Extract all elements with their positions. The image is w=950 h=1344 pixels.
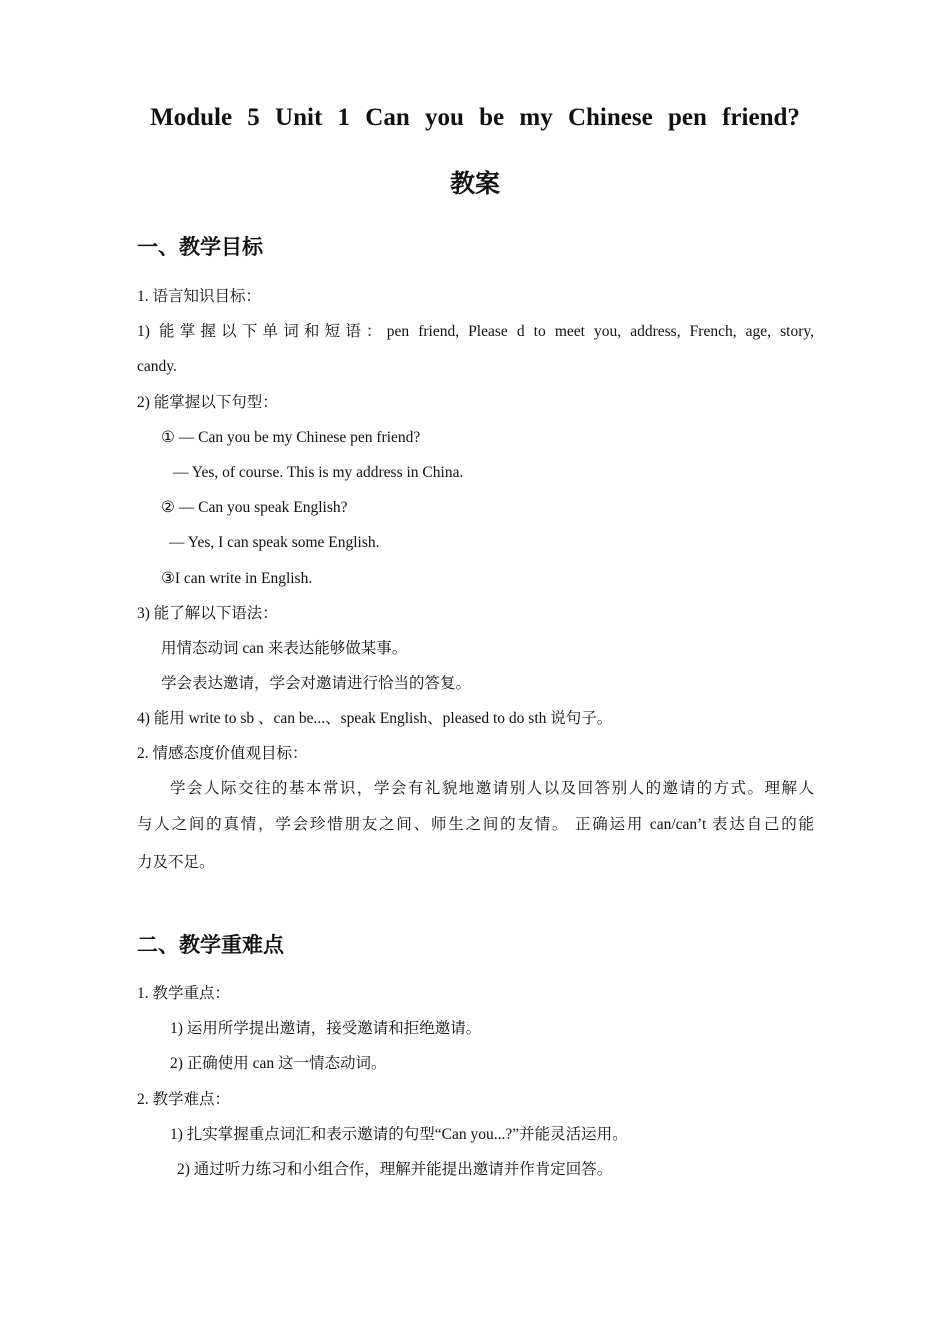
sentence-1-question: ① — Can you be my Chinese pen friend? <box>161 429 421 446</box>
document-subtitle: 教案 <box>449 169 500 198</box>
grammar-label: 3) 能了解以下语法： <box>137 605 278 622</box>
sentence-2-question: ② — Can you speak English? <box>161 499 348 516</box>
grammar-point-2: 学会表达邀请，学会对邀请进行恰当的答复。 <box>161 675 472 692</box>
vocabulary-line-2: candy. <box>137 358 177 375</box>
key-point-2: 2) 正确使用 can 这一情态动词。 <box>170 1055 387 1072</box>
emotional-goals-line-3: 力及不足。 <box>137 854 215 871</box>
sentence-1-answer: — Yes, of course. This is my address in China. <box>173 464 464 481</box>
subheading-language-goals: 1. 语言知识目标： <box>137 288 262 305</box>
difficult-point-2: 2) 通过听力练习和小组合作，理解并能提出邀请并作肯定回答。 <box>177 1161 613 1178</box>
emotional-goals-line-1: 学会人际交往的基本常识，学会有礼貌地邀请别人以及回答别人的邀请的方式。理解人 <box>170 780 814 797</box>
subheading-difficult-points: 2. 教学难点： <box>137 1091 231 1108</box>
difficult-point-1: 1) 扎实掌握重点词汇和表示邀请的句型“Can you...?”并能灵活运用。 <box>170 1126 628 1143</box>
sentence-making-item: 4) 能用 write to sb 、can be...、speak English、pleased to do sth 说句子。 <box>137 710 613 727</box>
section-heading-objectives: 一、教学目标 <box>137 235 263 259</box>
subheading-key-points: 1. 教学重点： <box>137 985 231 1002</box>
grammar-point-1: 用情态动词 can 来表达能够做某事。 <box>161 640 408 657</box>
sentence-patterns-label: 2) 能掌握以下句型： <box>137 394 278 411</box>
section-heading-key-points: 二、教学重难点 <box>137 933 284 957</box>
sentence-2-answer: — Yes, I can speak some English. <box>169 534 380 551</box>
subheading-emotional-goals: 2. 情感态度价值观目标： <box>137 745 308 762</box>
key-point-1: 1) 运用所学提出邀请，接受邀请和拒绝邀请。 <box>170 1020 482 1037</box>
sentence-3: ③I can write in English. <box>161 570 313 587</box>
vocabulary-line-1: 1) 能掌握以下单词和短语：pen friend, Please d to meet you, address, French, age, story, <box>137 323 814 340</box>
emotional-goals-line-2: 与人之间的真情，学会珍惜朋友之间、师生之间的友情。 正确运用 can/can’t 表达自己的能 <box>137 816 814 833</box>
document-title: Module 5 Unit 1 Can you be my Chinese pen friend? <box>150 104 800 131</box>
